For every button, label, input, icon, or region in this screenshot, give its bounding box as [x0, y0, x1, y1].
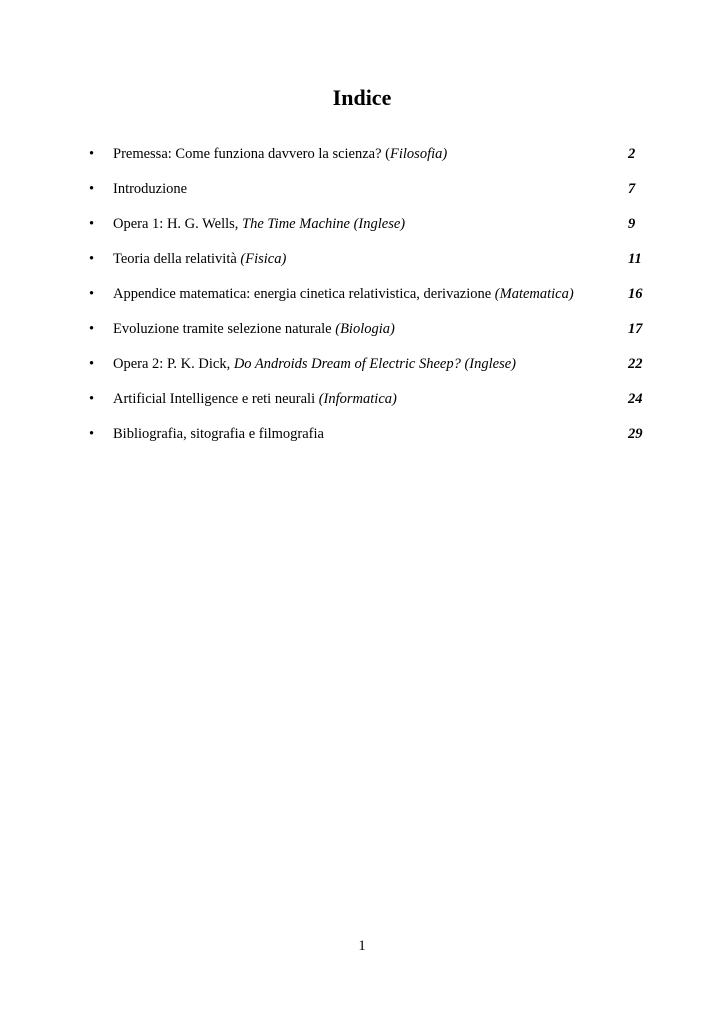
toc-entry-opera-1 [0, 213, 724, 248]
toc-entry-page: 24 [628, 391, 643, 407]
toc-entry-introduzione [0, 178, 724, 213]
bullet-icon: • [89, 391, 95, 407]
toc-entry-evoluzione [0, 318, 724, 353]
toc-entry-title [113, 388, 397, 410]
bullet-icon: • [89, 426, 95, 442]
toc-entry-label: Bibliografia, sitografia e filmografia [113, 426, 324, 442]
toc-entry-ai [0, 388, 724, 423]
toc-entry-page: 16 [628, 286, 643, 302]
bullet-icon: • [89, 286, 95, 302]
toc-entry-title [113, 353, 516, 375]
bullet-icon: • [89, 146, 95, 162]
toc-entry-subject: (Fisica) [240, 251, 287, 267]
toc-entry-bibliografia [0, 423, 724, 458]
toc-entry-premessa [0, 143, 724, 178]
toc-entry-subject: The Time Machine (Inglese) [242, 216, 406, 232]
toc-entry-label: Artificial Intelligence e reti neurali [113, 391, 319, 407]
toc-entry-label: Appendice matematica: energia cinetica relativistica, derivazione [113, 286, 495, 302]
toc-entry-page: 17 [628, 321, 643, 337]
bullet-icon: • [89, 181, 95, 197]
toc-entry-label: Teoria della relatività [113, 251, 241, 267]
toc-entry-title [113, 143, 447, 165]
toc-entry-label: Opera 1: H. G. Wells, [113, 216, 243, 232]
page-title: Indice [332, 84, 392, 110]
bullet-icon: • [89, 251, 95, 267]
toc-entry-page: 9 [628, 216, 636, 232]
toc-entry-appendice [0, 283, 724, 318]
toc-entry-subject: Filosofia) [390, 146, 448, 162]
toc-entry-opera-2 [0, 353, 724, 388]
toc-entry-title [113, 248, 286, 270]
toc-entry-subject: Do Androids Dream of Electric Sheep? (Inglese) [233, 356, 516, 372]
table-of-contents [0, 143, 724, 458]
toc-entry-page: 29 [628, 426, 643, 442]
toc-entry-title [113, 283, 574, 305]
toc-entry-title [113, 423, 324, 445]
toc-entry-page: 22 [628, 356, 643, 372]
toc-entry-page: 11 [628, 251, 642, 267]
toc-entry-page: 2 [628, 146, 636, 162]
toc-entry-subject: (Biologia) [335, 321, 395, 337]
toc-entry-title [113, 178, 187, 200]
bullet-icon: • [89, 321, 95, 337]
toc-entry-relativita [0, 248, 724, 283]
toc-entry-label: Opera 2: P. K. Dick, [113, 356, 234, 372]
bullet-icon: • [89, 356, 95, 372]
toc-entry-subject: (Matematica) [494, 286, 574, 302]
toc-entry-page: 7 [628, 181, 636, 197]
toc-entry-title [113, 318, 395, 340]
toc-entry-subject: (Informatica) [318, 391, 397, 407]
page-number: 1 [358, 938, 366, 954]
toc-entry-label: Introduzione [113, 181, 188, 197]
bullet-icon: • [89, 216, 95, 232]
toc-entry-label: Evoluzione tramite selezione naturale [113, 321, 336, 337]
toc-entry-label: Premessa: Come funziona davvero la scienza? ( [113, 146, 391, 162]
toc-entry-title [113, 213, 405, 235]
